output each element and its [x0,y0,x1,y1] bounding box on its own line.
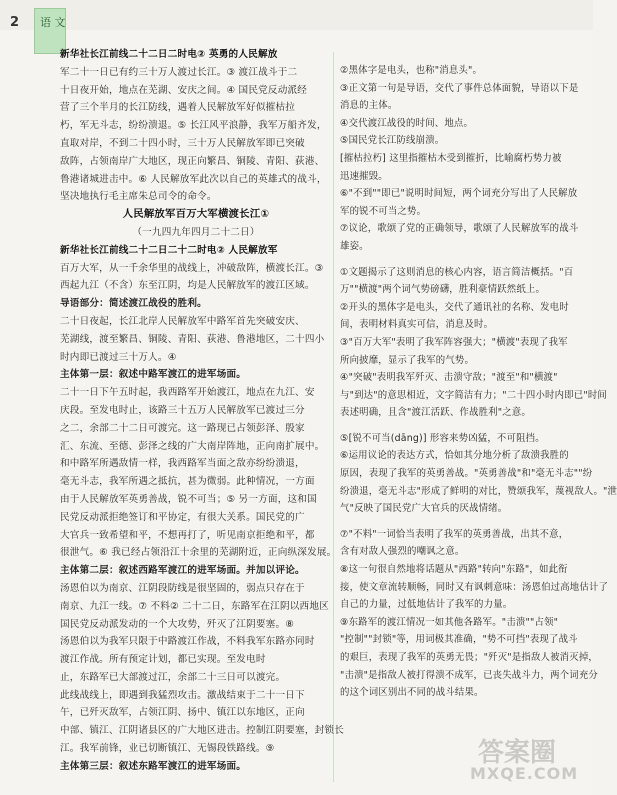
right-text-line: 的这个词区别出不同的战斗结果。 [340,687,484,699]
left-text-line: 国民党反动派发动的一个大攻势，歼灭了江阴要塞。⑧ [60,618,295,630]
left-text-line: 二十一日下午五时起，我西路军开始渡江，地点在九江、安 [60,387,315,399]
right-text-line: ⑨东路军的渡江情况一如其他各路军。"击溃""占领" [340,616,559,628]
right-text-line: "击溃"是指敌人被打得溃不成军，已丧失战斗力，两个词充分 [340,669,598,681]
right-text-line: 雄姿。 [340,240,369,252]
subject-label: 语 文 [40,16,66,29]
header-band [0,0,593,30]
right-text-line: ⑤[锐不可当(dāng)] 形容来势凶猛，不可阻挡。 [340,432,545,444]
right-text-line: ⑧这一句很自然地将话题从"西路"转向"东路"，如此衔 [340,564,568,576]
column-divider [333,52,334,782]
right-text-line [340,256,582,264]
left-text-line: 鲁港诸城进击中。⑥ 人民解放军此次以自己的英雄式的战斗， [60,173,327,185]
left-text-line: 午，已歼灭敌军，占领江阴、扬中、镇江以东地区，正向 [60,707,305,719]
right-text-line: 纷溃退，毫无斗志"形成了鲜明的对比，赞颂我军，蔑视敌人。"泄 [340,485,617,497]
left-text-line: 主体第一层：叙述中路军渡江的进军场面。 [60,369,247,381]
left-text-line: 芜湖线，渡至繁昌、铜陵、青阳、荻港、鲁港地区，二十四小 [60,333,325,345]
right-text-line: 与"到达"的意思相近，文字简洁有力；"二十四小时内即已"时间 [340,389,608,401]
left-text-line: 汤恩伯以为我军只限于中路渡江作战，不料我军东路亦同时 [60,636,315,648]
right-text-line: 迅速摧毁。 [340,170,388,182]
right-text-line: ③"百万大军"表明了我军阵容强大；"横渡"表现了我军 [340,336,568,348]
right-text-line: 军的锐不可当之势。 [340,205,427,217]
left-text-line: 之二，余部二十二日可渡完。这一路现已占领彭泽、殷家 [60,422,305,434]
watermark-url: MXQE.COM [470,764,579,783]
right-text-line: ①文题揭示了这则消息的核心内容，语言简洁概括。"百 [340,266,574,278]
left-text-line: 南京、九江一线。⑦ 不料② 二十二日，东路军在江阴以西地区 [60,600,329,612]
left-text-line: 朽，军无斗志，纷纷溃退。⑤ 长江风平浪静，我军万船齐发， [60,120,327,132]
left-text-line: 新华社长江前线二十二日二时电② 英勇的人民解放 [60,49,278,60]
right-text-line: 所向披靡，显示了我军的气势。 [340,354,475,366]
left-text-line: 渡江作战。所有预定计划，都已实现。至发电时 [60,654,266,666]
right-text-line [340,422,582,430]
right-text-line: 间，表明材料真实可信，消息及时。 [340,319,494,331]
right-text-line: 的艰巨，表现了我军的英勇无畏；"歼灭"是指敌人被消灭掉， [340,652,598,663]
left-text-line: 和中路军所遇敌情一样，我西路军当面之敌亦纷纷溃退， [60,458,305,470]
left-text-line: 营了三个半月的长江防线，遇着人民解放军好似摧枯拉 [60,102,296,114]
left-text-line: 人民解放军百万大军横渡长江① [122,208,270,221]
left-text-line: 新华社长江前线二十二日二十二时电② 人民解放军 [60,244,278,256]
left-text-line: 军二十一日已有约三十万人渡过长江。③ 渡江战斗于二 [60,66,298,78]
annotation-column [340,62,617,702]
right-text-line: ⑥运用议论的表达方式，恰如其分地分析了敌溃我胜的 [340,450,569,462]
left-text-line: 二十日夜起，长江北岸人民解放军中路军首先突破安庆、 [60,315,305,327]
right-text-line: 原因，表现了我军的英勇善战。"英勇善战"和"毫无斗志""纷 [340,468,593,480]
right-text-line: 接，使文章流转顺畅，同时又有讽刺意味：汤恩伯过高地估计了 [340,581,609,593]
left-text-line: （一九四九年四月二十二日） [132,226,260,238]
right-text-line: ⑤国民党长江防线崩溃。 [340,135,445,147]
right-text-line: ④"突破"表明我军歼灭、击溃守敌；"渡至"和"横渡" [340,372,558,384]
left-text-line: 毫无斗志，我军所遇之抵抗，甚为微弱。此种情况，一方面 [60,476,315,488]
watermark-logo [470,730,580,785]
right-text-line: ③正文第一句是导语，交代了事件总体面貌，导语以下是 [340,82,579,94]
left-text-line: 主体第三层：叙述东路军渡江的进军场面。 [60,760,247,772]
right-text-line: 万""横渡"两个词气势磅礴，胜利豪情跃然纸上。 [340,284,546,296]
left-text-line: 时内即已渡过三十万人。④ [60,351,177,363]
right-text-line: ④交代渡江战役的时间、地点。 [340,117,474,129]
left-text-line: 敌阵，占领南岸广大地区，现正向繁昌、铜陵、青阳、荻港、 [60,155,325,167]
left-text-line: 导语部分：简述渡江战役的胜利。 [60,298,207,310]
left-text-line: 汇、东流、至德、彭泽之线的广大南岸阵地，正向南扩展中。 [60,440,325,452]
left-text-line: 江。我军前锋，业已切断镇江、无锡段铁路线。⑨ [60,743,275,755]
right-text-line: 含有对敌人强烈的嘲讽之意。 [340,546,465,558]
page-number: 2 [10,15,20,30]
right-text-line: "控制""封锁"等，用词极其准确，"势不可挡"表现了战斗 [340,634,578,646]
left-text-line: 此线战线上，即遇到我猛烈攻击。激战结束于二十一日下 [60,689,305,701]
right-text-line: [摧枯拉朽] 这里指摧枯木受到摧折，比喻腐朽势力被 [340,152,562,164]
left-text-line: 大官兵一致希望和平，不想再打了，听见南京拒绝和平，都 [60,529,315,541]
right-text-line: 自己的力量，过低地估计了我军的力量。 [340,599,513,611]
left-text-line: 十日夜开始，地点在芜湖、安庆之间。④ 国民党反动派经 [60,84,308,96]
left-text-line: 汤恩伯以为南京、江阴段防线是很坚固的，弱点只存在于 [60,582,305,594]
left-text-line: 很泄气。⑥ 我已经占领沿江十余里的芜湖附近，正向纵深发展。 [60,547,337,559]
left-text-line: 百万大军，从一千余华里的战线上，冲破敌阵，横渡长江。③ [60,262,324,274]
left-text-line: 庆段。至发电时止，该路三十五万人民解放军已渡过三分 [60,404,305,416]
left-text-line: 坚决地执行毛主席朱总司令的命令。 [60,191,217,203]
left-text-line: 由于人民解放军英勇善战，锐不可当；⑤ 另一方面，这和国 [60,493,317,505]
right-text-line: ⑥"不到""即已"说明时间短，两个词充分写出了人民解放 [340,188,578,200]
right-text-line: 表述明确，且含"渡江活跃、作战胜利"之意。 [340,407,531,419]
left-text-line: 中部、镇江、江阴诸县区的广大地区进击。控制江阴要塞，封锁长 [60,725,345,737]
left-text-line: 民党反动派拒绝签订和平协定，有很大关系。国民党的广 [60,511,305,523]
left-text-line: 西起九江（不含）东至江阴，均是人民解放军的渡江区域。 [60,280,315,292]
left-text-line: 直取对岸，不到二十四小时，三十万人民解放军即已突破 [60,137,305,149]
right-text-line: ②黑体字是电头，也称"消息头"。 [340,65,483,76]
right-text-line [340,518,582,526]
watermark-text: 答案圈 [478,738,557,768]
right-text-line: ⑦议论，歌颂了党的正确领导，歌颂了人民解放军的战斗 [340,223,579,235]
main-text-column [60,46,345,776]
left-text-line: 主体第二层：叙述西路军渡江的进军场面。并加以评论。 [60,565,305,577]
right-text-line: ⑦"不料"一词恰当表明了我军的英勇善战，出其不意， [340,528,569,540]
right-text-line: 消息的主体。 [340,100,398,112]
left-text-line: 止，东路军已大部渡过江，余部二十三日可以渡完。 [60,671,286,683]
right-text-line: ②开头的黑体字是电头，交代了通讯社的名称、发电时 [340,301,569,313]
right-text-line: 气"反映了国民党广大官兵的厌战情绪。 [340,503,508,515]
